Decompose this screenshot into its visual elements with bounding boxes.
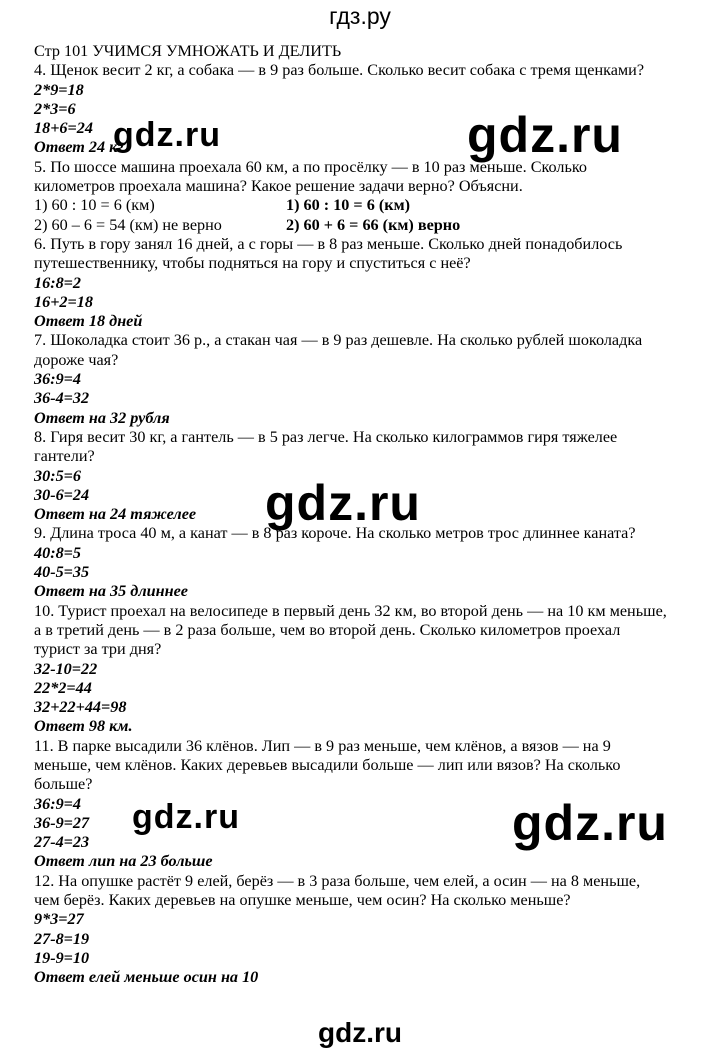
task-4-step-1: 2*9=18 [34, 80, 84, 99]
task-5-option-row-1 [34, 196, 694, 215]
task-12-step-3: 19-9=10 [34, 948, 90, 967]
watermark-top-left: gdz.ru [113, 116, 221, 154]
task-5-option-1: 1) 60 : 10 = 6 (км) [34, 196, 155, 215]
task-4-answer: Ответ 24 кг [34, 138, 124, 157]
task-10-step-1: 32-10=22 [34, 659, 98, 678]
site-header: гдз.ру [329, 3, 391, 29]
task-10-text-2: а в третий день — в 2 раза больше, чем во второй день. Сколько километров проехал [34, 620, 621, 639]
task-11-answer: Ответ лип на 23 больше [34, 852, 213, 871]
task-7-step-1: 36:9=4 [34, 370, 81, 389]
task-4-step-2: 2*3=6 [34, 99, 76, 118]
task-6-text-1: 6. Путь в гору занял 16 дней, а с горы — в 8 раз меньше. Сколько дней понадобилось [34, 234, 623, 253]
task-8-text-1: 8. Гиря весит 30 кг, а гантель — в 5 раз легче. На сколько килограммов гиря тяжелее [34, 427, 618, 446]
task-11-step-3: 27-4=23 [34, 833, 90, 852]
task-9-answer: Ответ на 35 длиннее [34, 582, 188, 601]
task-12-step-1: 9*3=27 [34, 910, 84, 929]
watermark-center: gdz.ru [265, 475, 421, 531]
task-7-text-2: дороже чая? [34, 350, 119, 369]
task-7-text-1: 7. Шоколадка стоит 36 р., а стакан чая — в 9 раз дешевле. На сколько рублей шоколадка [34, 331, 643, 350]
task-12-step-2: 27-8=19 [34, 929, 90, 948]
task-9-step-1: 40:8=5 [34, 543, 81, 562]
watermark-top-right: gdz.ru [467, 107, 623, 163]
task-5-text-2: километров проехала машина? Какое решение задачи верно? Объясни. [34, 177, 523, 196]
watermark-lower-right: gdz.ru [512, 795, 668, 851]
task-10-step-2: 22*2=44 [34, 678, 92, 697]
task-5-option-1-bold: 1) 60 : 10 = 6 (км) [286, 196, 410, 215]
task-10-answer: Ответ 98 км. [34, 717, 133, 736]
task-6-answer: Ответ 18 дней [34, 312, 143, 331]
task-12-answer: Ответ елей меньше осин на 10 [34, 968, 259, 987]
task-8-step-1: 30:5=6 [34, 466, 81, 485]
task-11-step-2: 36-9=27 [34, 813, 90, 832]
task-5-option-row-2 [34, 216, 694, 235]
task-11-text-1: 11. В парке высадили 36 клёнов. Лип — в 9 раз меньше, чем клёнов, а вязов — на 9 [34, 736, 611, 755]
task-6-text-2: путешественнику, чтобы подняться на гору и спуститься с неё? [34, 254, 471, 273]
watermark-lower-left: gdz.ru [132, 798, 240, 836]
task-5-option-2-bold: 2) 60 + 6 = 66 (км) верно [286, 215, 461, 234]
task-8-step-2: 30-6=24 [34, 485, 90, 504]
task-4-text: 4. Щенок весит 2 кг, а собака — в 9 раз больше. Сколько весит собака с тремя щенками? [34, 61, 645, 80]
task-12-text-1: 12. На опушке растёт 9 елей, берёз — в 3 раза больше, чем елей, а осин — на 8 меньше, [34, 871, 641, 890]
task-6-step-1: 16:8=2 [34, 273, 81, 292]
site-footer: gdz.ru [318, 1017, 402, 1048]
task-11-text-3: больше? [34, 775, 93, 794]
task-8-text-2: гантели? [34, 447, 95, 466]
task-7-answer: Ответ на 32 рубля [34, 408, 170, 427]
task-8-answer: Ответ на 24 тяжелее [34, 505, 197, 524]
task-6-step-2: 16+2=18 [34, 292, 93, 311]
task-11-text-2: меньше, чем клёнов. Каких деревьев высадили больше — лип или вязов? На сколько [34, 755, 621, 774]
task-10-text-1: 10. Турист проехал на велосипеде в первый день 32 км, во второй день — на 10 км меньше, [34, 601, 667, 620]
task-5-text-1: 5. По шоссе машина проехала 60 км, а по просёлку — в 10 раз меньше. Сколько [34, 157, 588, 176]
task-12-text-2: чем берёз. Каких деревьев на опушке меньше, чем осин? На сколько меньше? [34, 891, 571, 910]
task-11-step-1: 36:9=4 [34, 794, 81, 813]
task-7-step-2: 36-4=32 [34, 389, 90, 408]
task-4-step-3: 18+6=24 [34, 119, 93, 138]
task-9-text: 9. Длина троса 40 м, а канат — в 8 раз короче. На сколько метров трос длиннее каната? [34, 524, 636, 543]
page-title: Стр 101 УЧИМСЯ УМНОЖАТЬ И ДЕЛИТЬ [34, 42, 342, 60]
task-10-step-3: 32+22+44=98 [34, 698, 127, 717]
task-9-step-2: 40-5=35 [34, 563, 90, 582]
task-10-text-3: турист за три дня? [34, 640, 162, 659]
task-5-option-2: 2) 60 – 6 = 54 (км) не верно [34, 215, 222, 234]
